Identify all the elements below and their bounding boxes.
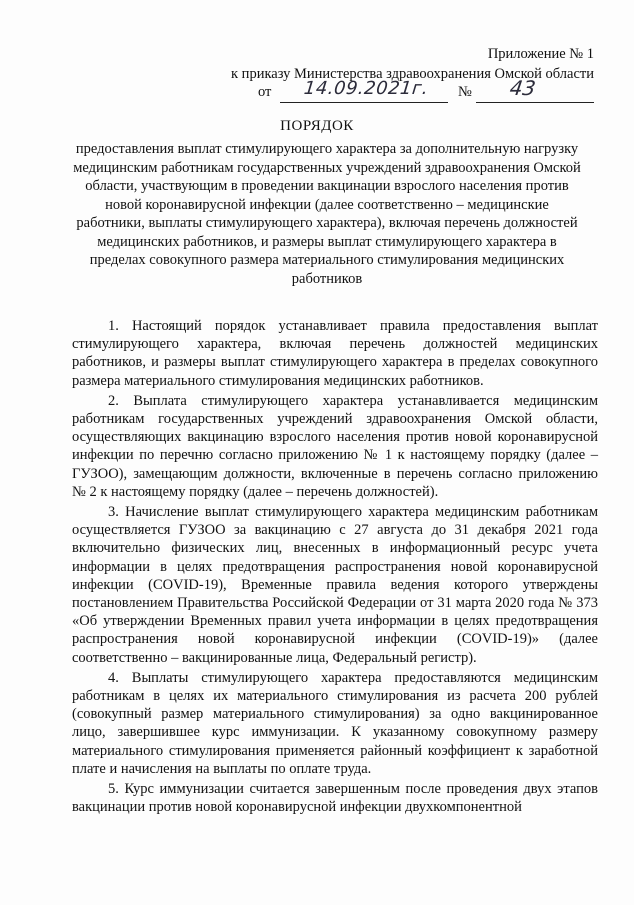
- document-subtitle: предоставления выплат стимулирующего характера за дополнительную нагрузку медицинским работникам государственных учреждений здравоохранения Омской области, участвующим в проведении вакцинации взрослого населения против новой коронавирусной инфекции (далее соответственно – медицинские работники, выплаты стимулирующего характера), включая перечень должностей медицинских работников, и размеры выплат стимулирующего характера в пределах совокупного размера материального стимулирования медицинских работников: [73, 141, 581, 287]
- appendix-number: Приложение № 1: [487, 46, 594, 62]
- paragraph-5: 5. Курс иммунизации считается завершенным после проведения двух этапов вакцинации против новой коронавирусной инфекции двухкомпонентной: [72, 781, 598, 816]
- date-label: от: [258, 84, 272, 100]
- handwritten-number: 43: [508, 76, 538, 100]
- paragraph-1: 1. Настоящий порядок устанавливает правила предоставления выплат стимулирующего характера, включая перечень должностей медицинских работников, и размеры выплат стимулирующего характера в пределах совокупного размера материального стимулирования медицинских работников.: [72, 318, 598, 389]
- order-reference: к приказу Министерства здравоохранения Омской области: [231, 66, 594, 82]
- handwritten-date: 14.09.2021г.: [302, 78, 430, 99]
- paragraph-4: 4. Выплаты стимулирующего характера предоставляются медицинским работникам в целях их материального стимулирования из расчета 200 рублей (совокупный размер материального стимулирования) за одно вакцинированное лицо, завершившее курс иммунизации. К указанному совокупному размеру материального стимулирования применяется районный коэффициент к заработной плате и начисления на выплаты по оплате труда.: [72, 669, 598, 777]
- paragraph-3: 3. Начисление выплат стимулирующего характера медицинским работникам осуществляется ГУЗОО за вакцинацию с 27 августа до 31 декабря 2021 года включительно физических лиц, внесенных в информационный ресурс учета информации в целях предотвращения распространения новой коронавирусной инфекции (COVID-19), Временные правила ведения которого утверждены постановлением Правительства Российской Федерации от 31 марта 2020 года № 373 «Об утверждении Временных правил учета информации в целях предотвращения распространения новой коронавирусной инфекции (COVID-19)» (далее соответственно – вакцинированные лица, Федеральный регистр).: [72, 504, 598, 666]
- order-date-number-line: [258, 76, 598, 106]
- number-label: №: [458, 84, 472, 100]
- paragraph-2: 2. Выплата стимулирующего характера устанавливается медицинским работникам государственных учреждений здравоохранения Омской области, осуществляющих вакцинацию взрослого населения против новой коронавирусной инфекции по перечню согласно приложению № 1 к настоящему порядку (далее – ГУЗОО), замещающим должности, включенные в перечень согласно приложению № 2 к настоящему порядку (далее – перечень должностей).: [72, 392, 598, 500]
- document-title: ПОРЯДОК: [280, 118, 354, 134]
- document-body: [72, 317, 598, 818]
